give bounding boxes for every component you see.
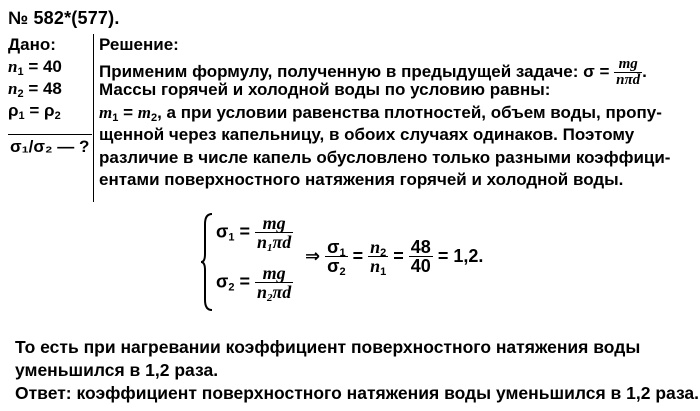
solution-block xyxy=(99,34,694,192)
answer-line: Ответ: коэффициент поверхностного натяжения воды уменьшился в 1,2 раза. xyxy=(15,383,700,403)
solution-line-6: ентами поверхностного натяжения горячей и холодной воды. xyxy=(99,170,624,189)
solution-line-2: Массы горячей и холодной воды по условию равны: xyxy=(99,80,551,99)
equation-sigma-2: $\sigma_2$ = $\frac{mg}{n_2\pi d}$ xyxy=(216,263,292,304)
conclusion-block xyxy=(15,336,700,405)
solution-line-5: различие в числе капель обусловлено только разными коэффици- xyxy=(99,147,671,167)
given-divider xyxy=(93,34,94,202)
equation-system xyxy=(200,212,680,312)
solution-line-4: щенной через капельницу, в обоих случаях одинаков. Поэтому xyxy=(99,125,635,144)
given-rho: $\rho_1 = \rho_2$ xyxy=(8,101,61,122)
equation-result: ⇒ $\frac{\sigma_1}{\sigma_2}$ = $\frac{n_2}{n_1}$ = $\frac{48}{40}$ = 1,2. xyxy=(305,237,484,278)
problem-number: № 582*(577). xyxy=(8,8,120,28)
given-n1: $n_1 = 40$ xyxy=(8,57,62,78)
formula-fraction: $\frac{mg}{\text{nπd}}$ xyxy=(616,55,641,88)
solution-line-3: $m_1 = m_2$, а при условии равенства плотностей, объем воды, пропу- xyxy=(99,102,662,124)
given-n2: $n_2 = 48$ xyxy=(8,79,62,100)
given-heading: Дано: xyxy=(8,35,56,54)
conclusion-line-1: То есть при нагревании коэффициент поверхностного натяжения воды xyxy=(15,337,641,357)
solution-heading: Решение: xyxy=(99,35,179,54)
system-brace xyxy=(200,212,214,312)
given-separator xyxy=(8,134,92,135)
equation-sigma-1: $\sigma_1$ = $\frac{mg}{n_1\pi d}$ xyxy=(216,213,292,254)
conclusion-line-2: уменьшился в 1,2 раза. xyxy=(15,360,219,380)
solution-line-1: Применим формулу, полученную в предыдущей задаче: σ = $\frac{mg}{\text{nπd}}$ . xyxy=(99,55,647,88)
given-find: σ₁/σ₂ — ? xyxy=(10,137,90,156)
